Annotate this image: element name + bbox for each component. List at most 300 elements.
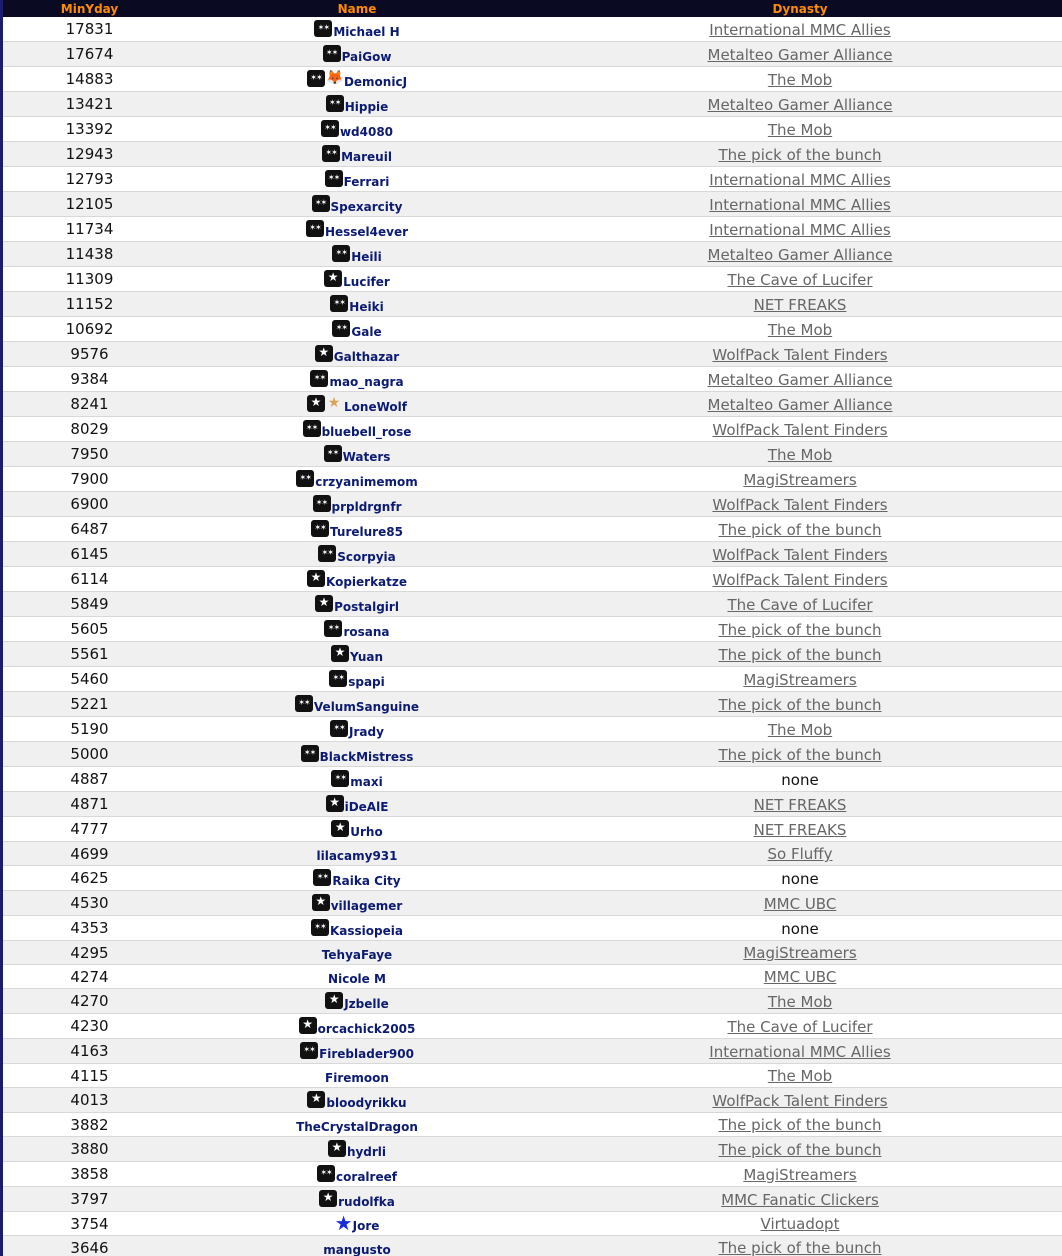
- minyday-value: 10692: [65, 320, 114, 338]
- table-row: [3, 267, 1062, 292]
- minyday-value: 3858: [70, 1165, 109, 1183]
- table-row: [3, 742, 1062, 767]
- player-name[interactable]: Nicole M: [328, 972, 386, 986]
- player-cell: [176, 442, 538, 466]
- dynasty-link[interactable]: Metalteo Gamer Alliance: [707, 245, 893, 264]
- column-header-name[interactable]: Name: [337, 1, 377, 16]
- minyday-value: 5460: [70, 670, 109, 688]
- player-name[interactable]: Waters: [342, 450, 391, 464]
- player-name[interactable]: Kopierkatze: [325, 575, 408, 589]
- table-row: [3, 367, 1062, 392]
- player-cell: [176, 542, 538, 566]
- dynasty-link[interactable]: WolfPack Talent Finders: [712, 495, 888, 514]
- player-name[interactable]: Hessel4ever: [324, 225, 409, 239]
- minyday-value: 4871: [70, 795, 109, 813]
- player-name[interactable]: TheCrystalDragon: [296, 1120, 418, 1134]
- dynasty-cell: [538, 1066, 1062, 1085]
- minyday-value: 11309: [65, 270, 114, 288]
- player-cell: [176, 965, 538, 988]
- dynasty-link[interactable]: The Cave of Lucifer: [727, 1017, 873, 1036]
- player-name[interactable]: villagemer: [330, 899, 403, 913]
- player-name[interactable]: mangusto: [323, 1243, 391, 1256]
- multi-star-badge-icon: [313, 495, 331, 512]
- dynasty-cell: [538, 345, 1062, 364]
- table-row: [3, 1039, 1062, 1064]
- star-badge-icon: [319, 1190, 337, 1207]
- table-row: [3, 692, 1062, 717]
- dynasty-link[interactable]: The pick of the bunch: [718, 645, 882, 664]
- multi-star-badge-icon: [322, 145, 340, 162]
- player-name[interactable]: Urho: [350, 825, 383, 839]
- table-row: [3, 1088, 1062, 1113]
- player-cell: [176, 17, 538, 41]
- table-row: [3, 1113, 1062, 1137]
- player-name[interactable]: Michael H: [333, 25, 400, 39]
- star-badge-icon: [324, 270, 342, 287]
- dynasty-cell: [538, 894, 1062, 913]
- multi-star-badge-icon: [326, 95, 344, 112]
- dynasty-cell: [538, 470, 1062, 489]
- player-cell: [176, 242, 538, 266]
- player-name[interactable]: Jore: [352, 1219, 380, 1233]
- blue-star-icon: ★: [334, 1210, 353, 1235]
- player-name[interactable]: Heiki: [349, 300, 384, 314]
- player-name[interactable]: rudolfka: [338, 1195, 395, 1209]
- player-name[interactable]: DemonicJ: [343, 75, 408, 89]
- player-name[interactable]: LoneWolf: [344, 400, 407, 414]
- dynasty-cell: [538, 943, 1062, 962]
- table-row: [3, 1014, 1062, 1039]
- player-name[interactable]: Fireblader900: [319, 1047, 414, 1061]
- player-name[interactable]: Raika City: [332, 874, 401, 888]
- dynasty-cell: [538, 695, 1062, 714]
- player-cell: [176, 767, 538, 791]
- minyday-value: 6114: [70, 570, 109, 588]
- minyday-value: 14883: [65, 70, 114, 88]
- player-name[interactable]: coralreef: [336, 1170, 397, 1184]
- multi-star-badge-icon: [324, 445, 342, 462]
- multi-star-badge-icon: [329, 670, 347, 687]
- dynasty-link[interactable]: So Fluffy: [767, 845, 833, 863]
- minyday-value: 11438: [65, 245, 114, 263]
- dynasty-cell: [538, 220, 1062, 239]
- dynasty-link[interactable]: The Mob: [767, 445, 833, 464]
- minyday-value: 4115: [70, 1066, 109, 1085]
- table-row: [3, 92, 1062, 117]
- multi-star-badge-icon: [295, 695, 313, 712]
- player-name[interactable]: Turelure85: [330, 525, 403, 539]
- minyday-value: 3882: [70, 1115, 109, 1134]
- dynasty-link[interactable]: The pick of the bunch: [718, 520, 882, 539]
- dynasty-cell: [538, 45, 1062, 64]
- multi-star-badge-icon: [317, 1165, 335, 1182]
- dynasty-link[interactable]: The pick of the bunch: [718, 745, 882, 764]
- gold-star-icon: ★: [327, 395, 341, 411]
- player-name[interactable]: PaiGow: [341, 50, 392, 64]
- dynasty-cell: [538, 295, 1062, 314]
- minyday-value: 6900: [70, 495, 109, 513]
- player-cell: [176, 941, 538, 964]
- dynasty-cell: [538, 395, 1062, 414]
- minyday-value: 4274: [70, 967, 109, 986]
- player-cell: [176, 717, 538, 741]
- minyday-value: 7900: [70, 470, 109, 488]
- minyday-value: 4699: [70, 844, 109, 863]
- player-cell: [176, 742, 538, 766]
- dynasty-cell: [538, 520, 1062, 539]
- dynasty-none-text: none: [781, 919, 819, 938]
- dynasty-link[interactable]: Metalteo Gamer Alliance: [707, 45, 893, 64]
- dynasty-link[interactable]: MagiStreamers: [743, 944, 857, 962]
- minyday-value: 8241: [70, 395, 109, 413]
- player-name[interactable]: Lucifer: [343, 275, 390, 289]
- player-cell: [176, 1014, 538, 1038]
- dynasty-link[interactable]: MagiStreamers: [743, 470, 857, 489]
- dynasty-link[interactable]: The pick of the bunch: [718, 1239, 882, 1256]
- player-cell: [176, 891, 538, 915]
- player-cell: [176, 417, 538, 441]
- table-row: [3, 492, 1062, 517]
- player-name[interactable]: Mareuil: [341, 150, 392, 164]
- player-name[interactable]: prpldrgnfr: [331, 500, 402, 514]
- dynasty-cell: [538, 967, 1062, 986]
- multi-star-badge-icon: [307, 70, 325, 87]
- dynasty-link[interactable]: International MMC Allies: [709, 20, 891, 39]
- dynasty-cell: [538, 1115, 1062, 1134]
- table-row: [3, 717, 1062, 742]
- multi-star-badge-icon: [324, 620, 342, 637]
- dynasty-link[interactable]: NET FREAKS: [753, 795, 847, 814]
- table-row: [3, 866, 1062, 891]
- multi-star-badge-icon: [323, 45, 341, 62]
- dynasty-link[interactable]: The Mob: [767, 120, 833, 139]
- table-row: [3, 517, 1062, 542]
- player-cell: [176, 392, 538, 416]
- minyday-value: 4230: [70, 1017, 109, 1035]
- minyday-value: 17674: [65, 45, 114, 63]
- player-name[interactable]: orcachick2005: [317, 1022, 416, 1036]
- player-cell: [176, 617, 538, 641]
- player-name[interactable]: Heili: [351, 250, 382, 264]
- dynasty-link[interactable]: The pick of the bunch: [718, 1116, 882, 1134]
- multi-star-badge-icon: [314, 20, 332, 37]
- dynasty-cell: [538, 844, 1062, 863]
- minyday-value: 11734: [65, 220, 114, 238]
- multi-star-badge-icon: [296, 470, 314, 487]
- star-badge-icon: [307, 570, 325, 587]
- player-cell: [176, 1137, 538, 1161]
- table-row: [3, 1137, 1062, 1162]
- dynasty-link[interactable]: MMC UBC: [763, 968, 837, 986]
- dynasty-cell: [538, 170, 1062, 189]
- player-name[interactable]: Jzbelle: [344, 997, 389, 1011]
- player-cell: [176, 1162, 538, 1186]
- minyday-value: 4163: [70, 1042, 109, 1060]
- table-row: [3, 417, 1062, 442]
- player-cell: [176, 842, 538, 865]
- player-cell: [176, 866, 538, 890]
- player-name[interactable]: bluebell_rose: [321, 425, 412, 439]
- multi-star-badge-icon: [311, 919, 329, 936]
- dynasty-link[interactable]: International MMC Allies: [709, 195, 891, 214]
- dynasty-link[interactable]: The Mob: [767, 1067, 833, 1085]
- player-cell: [176, 1113, 538, 1136]
- multi-star-badge-icon: [313, 869, 331, 886]
- star-badge-icon: [331, 820, 349, 837]
- player-cell: [176, 692, 538, 716]
- table-row: [3, 117, 1062, 142]
- minyday-value: 8029: [70, 420, 109, 438]
- player-cell: [176, 667, 538, 691]
- multi-star-badge-icon: [318, 545, 336, 562]
- dynasty-link[interactable]: MagiStreamers: [743, 1165, 857, 1184]
- dynasty-cell: [538, 992, 1062, 1011]
- player-name[interactable]: Galthazar: [333, 350, 400, 364]
- dynasty-cell: [538, 370, 1062, 389]
- player-name[interactable]: TehyaFaye: [321, 948, 393, 962]
- star-badge-icon: [315, 345, 333, 362]
- multi-star-badge-icon: [330, 295, 348, 312]
- player-cell: [176, 67, 538, 91]
- table-row: [3, 67, 1062, 92]
- dynasty-link[interactable]: The Cave of Lucifer: [727, 270, 873, 289]
- multi-star-badge-icon: [332, 245, 350, 262]
- multi-star-badge-icon: [325, 170, 343, 187]
- player-cell: [176, 142, 538, 166]
- table-row: [3, 965, 1062, 989]
- dynasty-link[interactable]: International MMC Allies: [709, 170, 891, 189]
- dynasty-link[interactable]: International MMC Allies: [709, 220, 891, 239]
- multi-star-badge-icon: [300, 1042, 318, 1059]
- dynasty-link[interactable]: NET FREAKS: [753, 820, 847, 839]
- table-row: [3, 217, 1062, 242]
- dynasty-link[interactable]: Virtuadopt: [760, 1215, 840, 1233]
- table-row: [3, 842, 1062, 866]
- player-name[interactable]: BlackMistress: [319, 750, 414, 764]
- dynasty-link[interactable]: MMC UBC: [763, 894, 837, 913]
- dynasty-cell: [538, 1214, 1062, 1233]
- dynasty-cell: [538, 745, 1062, 764]
- dynasty-link[interactable]: The Cave of Lucifer: [727, 595, 873, 614]
- multi-star-badge-icon: [306, 220, 324, 237]
- player-cell: [176, 292, 538, 316]
- dynasty-cell: [538, 1017, 1062, 1036]
- minyday-value: 4295: [70, 943, 109, 962]
- dynasty-cell: [538, 620, 1062, 639]
- star-badge-icon: [299, 1017, 317, 1034]
- dynasty-link[interactable]: Metalteo Gamer Alliance: [707, 370, 893, 389]
- dynasty-cell: [538, 1042, 1062, 1061]
- star-badge-icon: [307, 395, 325, 412]
- dynasty-cell: [538, 645, 1062, 664]
- minyday-value: 13421: [65, 95, 114, 113]
- player-name[interactable]: wd4080: [339, 125, 394, 139]
- multi-star-badge-icon: [311, 520, 329, 537]
- player-cell: [176, 567, 538, 591]
- table-row: [3, 167, 1062, 192]
- fox-icon: 🦊: [325, 70, 344, 86]
- player-name[interactable]: spapi: [348, 675, 385, 689]
- multi-star-badge-icon: [332, 320, 350, 337]
- dynasty-link[interactable]: The Mob: [767, 70, 833, 89]
- dynasty-cell: [538, 919, 1062, 938]
- minyday-value: 4887: [70, 770, 109, 788]
- star-badge-icon: [312, 894, 330, 911]
- player-name[interactable]: Postalgirl: [334, 600, 399, 614]
- minyday-value: 5000: [70, 745, 109, 763]
- table-row: [3, 42, 1062, 67]
- table-row: [3, 916, 1062, 941]
- dynasty-link[interactable]: Metalteo Gamer Alliance: [707, 95, 893, 114]
- minyday-value: 3646: [70, 1238, 109, 1256]
- dynasty-cell: [538, 120, 1062, 139]
- dynasty-cell: [538, 869, 1062, 888]
- player-cell: [176, 167, 538, 191]
- dynasty-link[interactable]: MMC Fanatic Clickers: [721, 1190, 879, 1209]
- player-name[interactable]: hydrli: [346, 1145, 387, 1159]
- player-cell: [176, 42, 538, 66]
- dynasty-link[interactable]: WolfPack Talent Finders: [712, 1091, 888, 1110]
- player-cell: [176, 342, 538, 366]
- minyday-value: 5561: [70, 645, 109, 663]
- dynasty-cell: [538, 420, 1062, 439]
- minyday-value: 5605: [70, 620, 109, 638]
- player-cell: [176, 467, 538, 491]
- dynasty-cell: [538, 1091, 1062, 1110]
- player-name[interactable]: iDeAlE: [344, 800, 389, 814]
- minyday-value: 12943: [65, 145, 114, 163]
- star-badge-icon: [325, 992, 343, 1009]
- table-row: [3, 642, 1062, 667]
- dynasty-link[interactable]: Metalteo Gamer Alliance: [707, 395, 893, 414]
- minyday-value: 12793: [65, 170, 114, 188]
- player-name[interactable]: Gale: [351, 325, 382, 339]
- dynasty-link[interactable]: The Mob: [767, 320, 833, 339]
- dynasty-cell: [538, 595, 1062, 614]
- minyday-value: 6145: [70, 545, 109, 563]
- column-header-minyday[interactable]: MinYday: [60, 1, 119, 16]
- player-name[interactable]: Spexarcity: [330, 200, 403, 214]
- dynasty-cell: [538, 820, 1062, 839]
- player-name[interactable]: Jrady: [349, 725, 384, 739]
- player-name[interactable]: bloodyrikku: [326, 1096, 407, 1110]
- dynasty-link[interactable]: The pick of the bunch: [718, 620, 882, 639]
- dynasty-cell: [538, 20, 1062, 39]
- player-cell: [176, 92, 538, 116]
- player-name[interactable]: Firemoon: [325, 1071, 389, 1085]
- table-row: [3, 941, 1062, 965]
- dynasty-cell: [538, 445, 1062, 464]
- player-name[interactable]: lilacamy931: [316, 849, 398, 863]
- dynasty-cell: [538, 545, 1062, 564]
- player-name[interactable]: Scorpyia: [337, 550, 396, 564]
- table-row: [3, 317, 1062, 342]
- dynasty-cell: [538, 95, 1062, 114]
- table-row: [3, 767, 1062, 792]
- player-cell: [176, 317, 538, 341]
- player-name[interactable]: VelumSanguine: [313, 700, 420, 714]
- dynasty-cell: [538, 145, 1062, 164]
- star-badge-icon: [328, 1140, 346, 1157]
- dynasty-link[interactable]: WolfPack Talent Finders: [712, 545, 888, 564]
- multi-star-badge-icon: [330, 720, 348, 737]
- dynasty-link[interactable]: NET FREAKS: [753, 295, 847, 314]
- table-row: [3, 442, 1062, 467]
- dynasty-cell: [538, 770, 1062, 789]
- player-cell: [176, 517, 538, 541]
- player-name[interactable]: Ferrari: [343, 175, 390, 189]
- minyday-value: 4353: [70, 919, 109, 937]
- multi-star-badge-icon: [331, 770, 349, 787]
- dynasty-link[interactable]: WolfPack Talent Finders: [712, 420, 888, 439]
- player-name[interactable]: Yuan: [350, 650, 383, 664]
- player-name[interactable]: Hippie: [344, 100, 389, 114]
- player-cell: [176, 367, 538, 391]
- player-name[interactable]: rosana: [343, 625, 390, 639]
- star-badge-icon: [326, 795, 344, 812]
- minyday-value: 11152: [65, 295, 114, 313]
- minyday-value: 3797: [70, 1190, 109, 1208]
- minyday-value: 3880: [70, 1140, 109, 1158]
- player-cell: [176, 492, 538, 516]
- minyday-value: 5190: [70, 720, 109, 738]
- player-cell: [176, 989, 538, 1013]
- dynasty-link[interactable]: The pick of the bunch: [718, 145, 882, 164]
- table-row: [3, 592, 1062, 617]
- dynasty-link[interactable]: The Mob: [767, 720, 833, 739]
- minyday-value: 4530: [70, 894, 109, 912]
- dynasty-cell: [538, 245, 1062, 264]
- minyday-value: 4013: [70, 1091, 109, 1109]
- minyday-value: 13392: [65, 120, 114, 138]
- player-cell: [176, 1236, 538, 1256]
- table-row: [3, 1162, 1062, 1187]
- player-cell: [176, 1187, 538, 1211]
- player-name[interactable]: Kassiopeia: [330, 924, 403, 938]
- table-body: [3, 17, 1062, 1256]
- player-cell: [176, 792, 538, 816]
- player-cell: [176, 192, 538, 216]
- table-row: [3, 392, 1062, 417]
- star-badge-icon: [331, 645, 349, 662]
- table-row: [3, 792, 1062, 817]
- player-name[interactable]: crzyanimemom: [315, 475, 418, 489]
- dynasty-link[interactable]: International MMC Allies: [709, 1042, 891, 1061]
- dynasty-cell: [538, 495, 1062, 514]
- dynasty-none-text: none: [781, 770, 819, 789]
- dynasty-link[interactable]: The pick of the bunch: [718, 695, 882, 714]
- table-row: [3, 192, 1062, 217]
- table-row: [3, 17, 1062, 42]
- dynasty-link[interactable]: The pick of the bunch: [718, 1140, 882, 1159]
- player-cell: [176, 267, 538, 291]
- dynasty-cell: [538, 1238, 1062, 1256]
- dynasty-cell: [538, 795, 1062, 814]
- dynasty-cell: [538, 1140, 1062, 1159]
- dynasty-cell: [538, 270, 1062, 289]
- column-header-dynasty[interactable]: Dynasty: [772, 1, 828, 16]
- dynasty-link[interactable]: MagiStreamers: [743, 670, 857, 689]
- player-name[interactable]: maxi: [350, 775, 383, 789]
- minyday-value: 3754: [70, 1214, 109, 1233]
- player-name[interactable]: mao_nagra: [329, 375, 404, 389]
- multi-star-badge-icon: [303, 420, 321, 437]
- star-badge-icon: [315, 595, 333, 612]
- player-cell: [176, 817, 538, 841]
- dynasty-link[interactable]: The Mob: [767, 992, 833, 1011]
- dynasty-link[interactable]: WolfPack Talent Finders: [712, 570, 888, 589]
- dynasty-link[interactable]: WolfPack Talent Finders: [712, 345, 888, 364]
